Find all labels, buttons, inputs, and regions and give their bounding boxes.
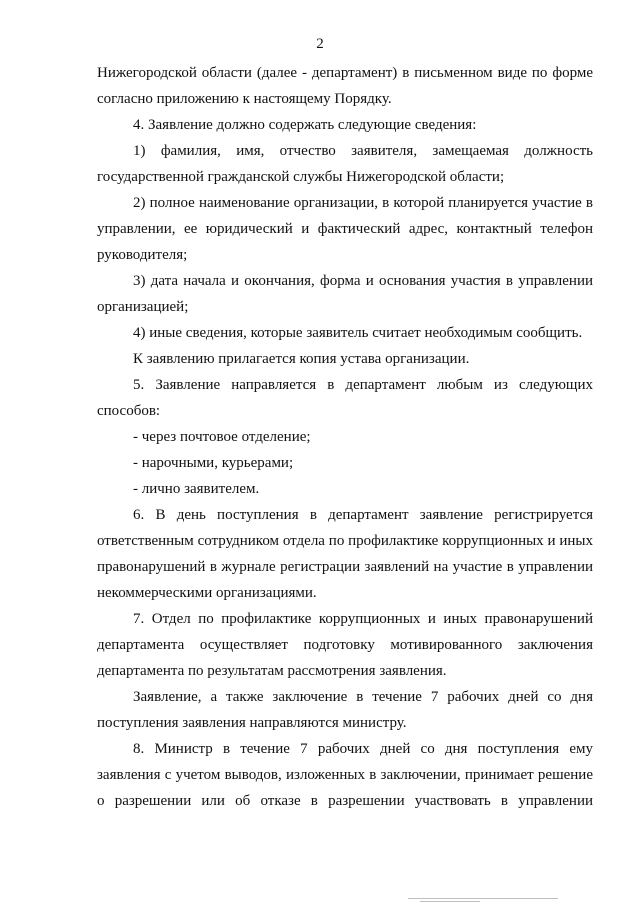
text-line: правонарушений в журнале регистрации заявлений на участие в управлении [97, 559, 593, 575]
text-line: департамента по результатам рассмотрения заявления. [97, 663, 447, 679]
text-line: ответственным сотрудником отдела по профилактике коррупционных и иных [97, 533, 593, 549]
text-line: - через почтовое отделение; [133, 429, 311, 445]
text-line: - нарочными, курьерами; [133, 455, 294, 471]
text-line: К заявлению прилагается копия устава организации. [133, 351, 470, 367]
text-line: согласно приложению к настоящему Порядку. [97, 91, 392, 107]
scan-artifact-line [420, 901, 480, 902]
text-line: поступления заявления направляются министру. [97, 715, 407, 731]
text-line: управлении, ее юридический и фактический адрес, контактный телефон [97, 221, 593, 237]
text-line: 7. Отдел по профилактике коррупционных и иных правонарушений [133, 611, 593, 627]
page-number: 2 [316, 36, 324, 52]
text-line: 3) дата начала и окончания, форма и основания участия в управлении [133, 273, 593, 289]
text-line: заявления с учетом выводов, изложенных в заключении, принимает решение [97, 767, 593, 783]
text-line: 1) фамилия, имя, отчество заявителя, замещаемая должность [133, 143, 593, 159]
text-line: 4. Заявление должно содержать следующие сведения: [133, 117, 477, 133]
text-line: 8. Министр в течение 7 рабочих дней со дня поступления ему [133, 741, 593, 757]
text-line: Нижегородской области (далее - департамент) в письменном виде по форме [97, 65, 593, 81]
text-line: некоммерческими организациями. [97, 585, 317, 601]
body-text-block [97, 64, 593, 818]
scan-artifact-line [408, 898, 558, 899]
text-line: о разрешении или об отказе в разрешении участвовать в управлении [97, 793, 593, 809]
text-line: государственной гражданской службы Нижегородской области; [97, 169, 505, 185]
text-line: организацией; [97, 299, 189, 315]
text-line: 6. В день поступления в департамент заявление регистрируется [133, 507, 593, 523]
text-line: - лично заявителем. [133, 481, 260, 497]
text-line: Заявление, а также заключение в течение 7 рабочих дней со дня [133, 689, 593, 705]
text-line: руководителя; [97, 247, 188, 263]
text-line: 4) иные сведения, которые заявитель считает необходимым сообщить. [133, 325, 583, 341]
text-line: способов: [97, 403, 161, 419]
text-line: 2) полное наименование организации, в которой планируется участие в [133, 195, 593, 211]
text-line: департамента осуществляет подготовку мотивированного заключения [97, 637, 593, 653]
text-line: 5. Заявление направляется в департамент любым из следующих [133, 377, 593, 393]
